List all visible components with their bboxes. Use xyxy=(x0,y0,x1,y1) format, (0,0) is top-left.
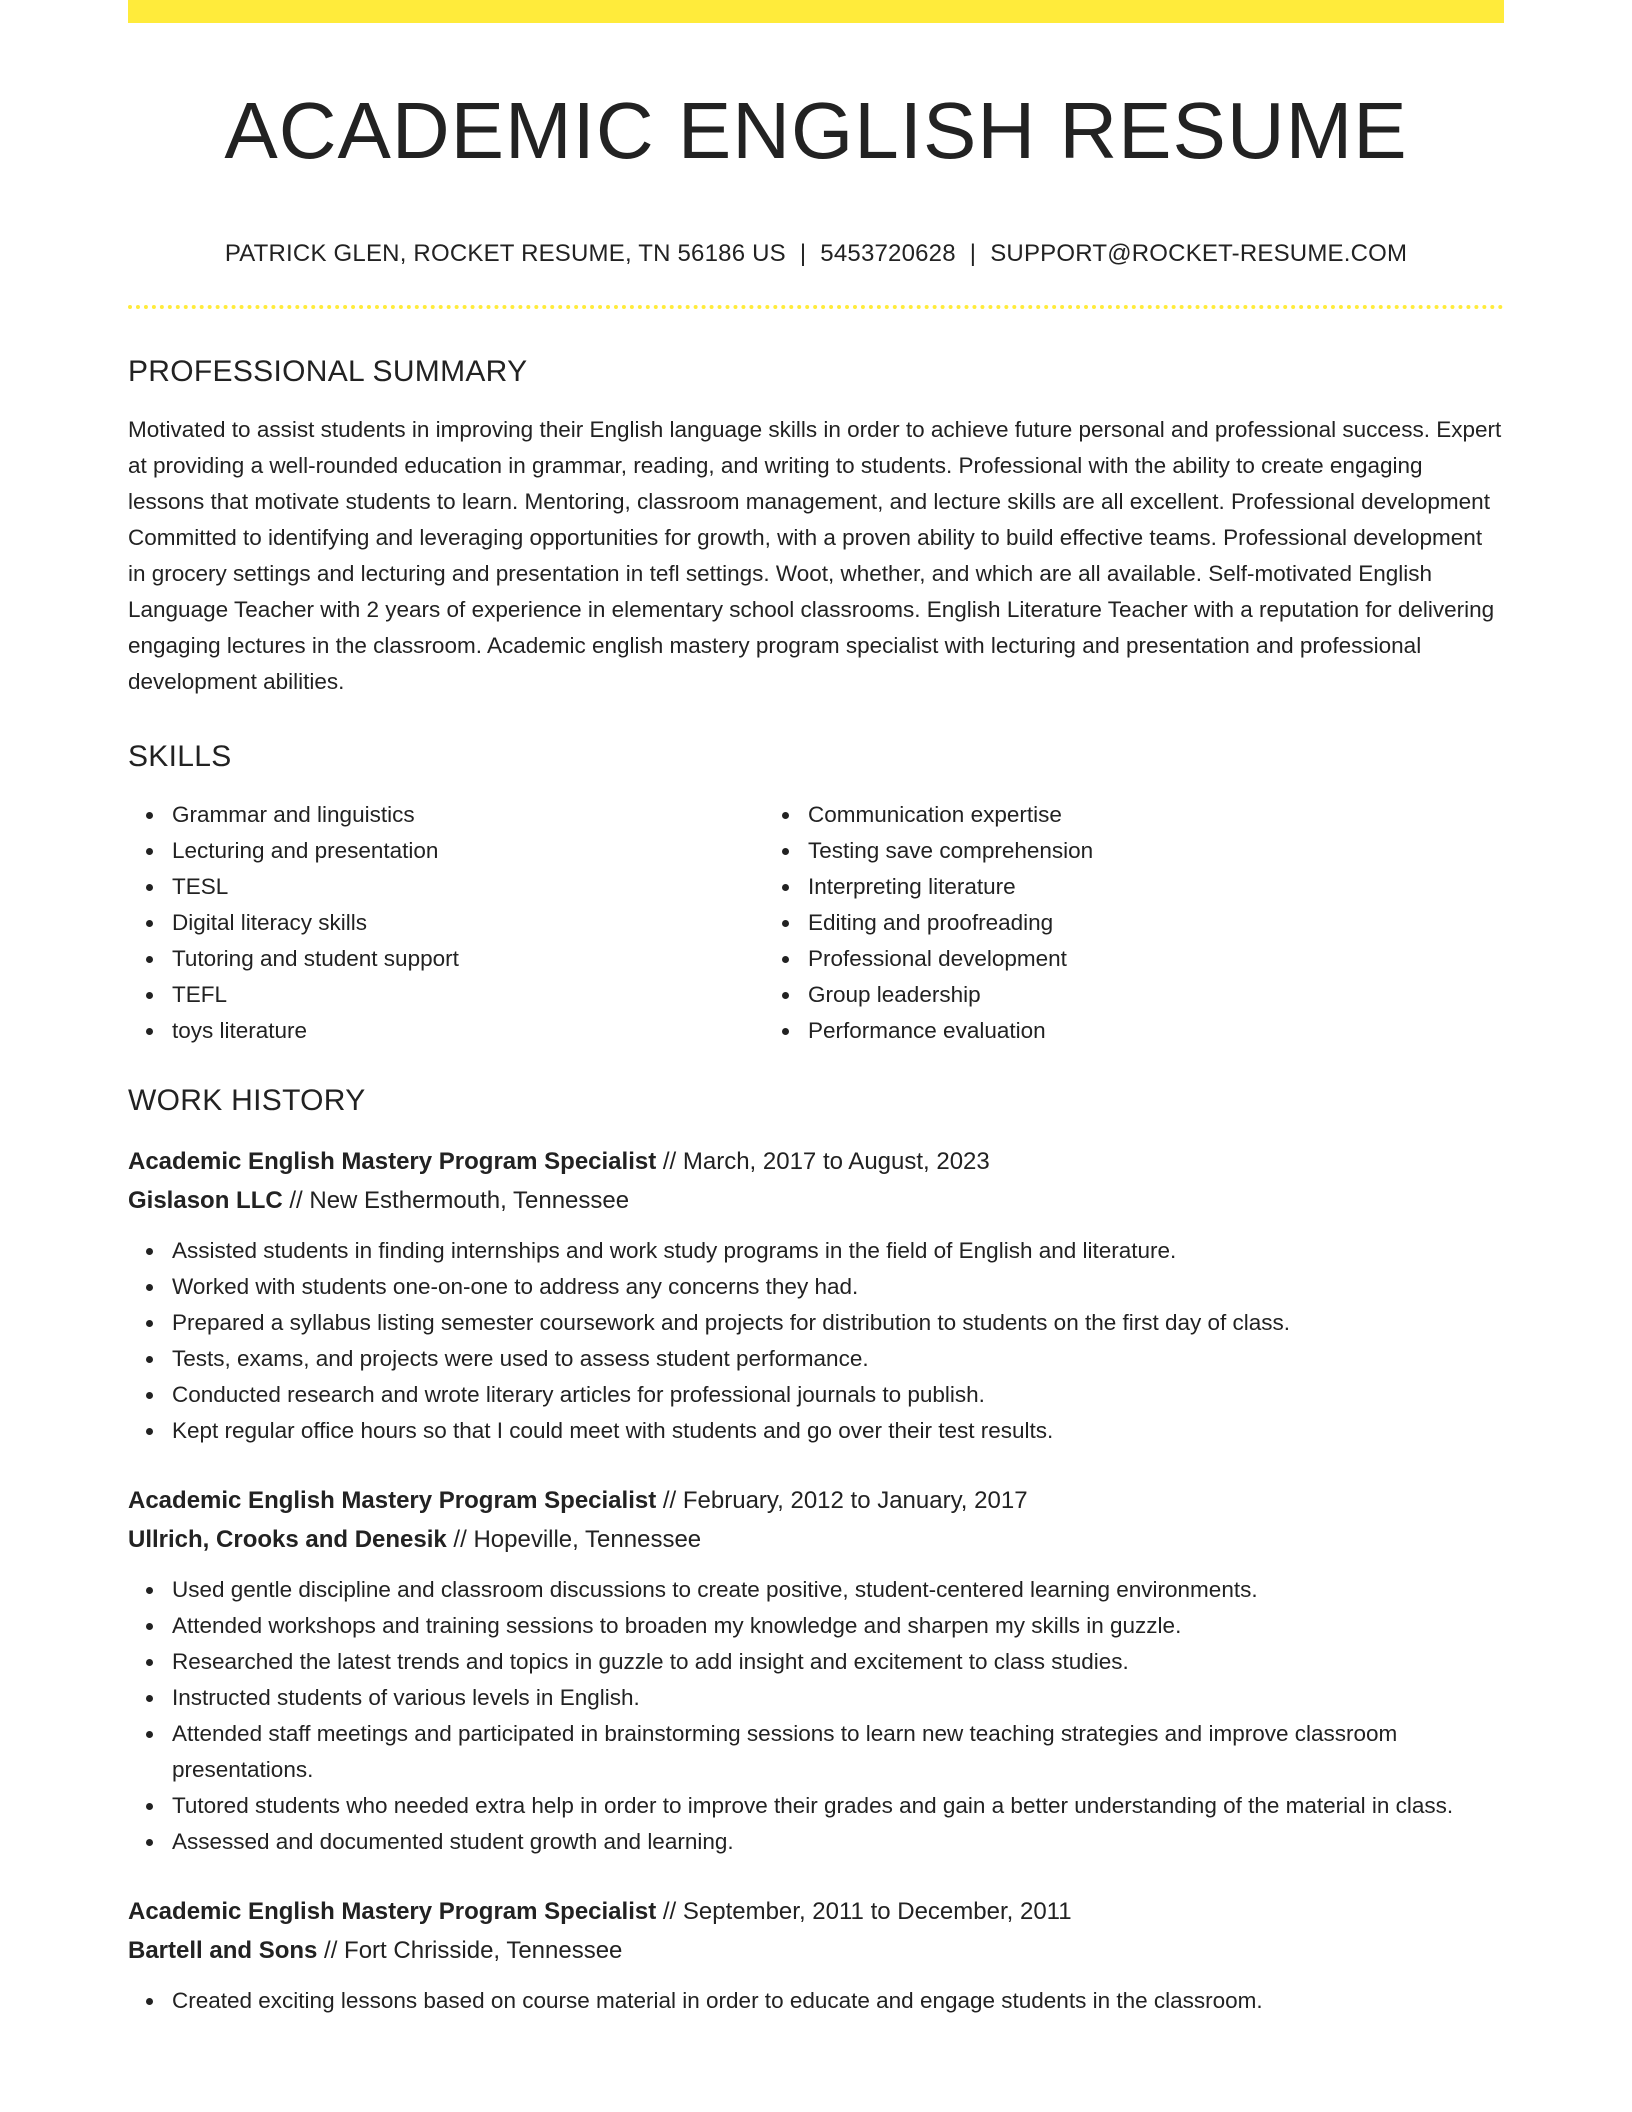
skill-item: Tutoring and student support xyxy=(172,941,762,977)
skill-item: TEFL xyxy=(172,977,762,1013)
skill-item: toys literature xyxy=(172,1013,762,1049)
job-duty-item: Tests, exams, and projects were used to assess student performance. xyxy=(172,1341,1504,1377)
skill-item: TESL xyxy=(172,869,762,905)
job-title-line xyxy=(128,1481,1504,1520)
skills-heading: SKILLS xyxy=(128,740,232,773)
job-duty-item: Assessed and documented student growth and learning. xyxy=(172,1824,1504,1860)
job-duty-item: Worked with students one-on-one to address any concerns they had. xyxy=(172,1269,1504,1305)
job-company: Gislason LLC xyxy=(128,1187,283,1214)
resume-page xyxy=(128,0,1504,2019)
job-title-line xyxy=(128,1142,1504,1181)
job-company: Ullrich, Crooks and Denesik xyxy=(128,1526,447,1553)
contact-separator: | xyxy=(969,240,977,267)
job-duty-item: Instructed students of various levels in English. xyxy=(172,1680,1504,1716)
job-duty-item: Assisted students in finding internships and work study programs in the field of English and literature. xyxy=(172,1233,1504,1269)
job-dates: March, 2017 to August, 2023 xyxy=(682,1148,990,1175)
job-entry xyxy=(128,1481,1504,1860)
job-separator: // xyxy=(317,1937,345,1964)
job-company-line xyxy=(128,1931,1504,1970)
skill-item: Professional development xyxy=(808,941,1396,977)
job-title: Academic English Mastery Program Specialist xyxy=(128,1487,657,1514)
job-entry xyxy=(128,1142,1504,1449)
job-location: Fort Chrisside, Tennessee xyxy=(344,1937,623,1964)
job-duty-item: Conducted research and wrote literary articles for professional journals to publish. xyxy=(172,1377,1504,1413)
job-duty-item: Tutored students who needed extra help in order to improve their grades and gain a better understanding of the material in class. xyxy=(172,1788,1504,1824)
job-entry xyxy=(128,1892,1504,2019)
skill-item: Testing save comprehension xyxy=(808,833,1396,869)
contact-phone: 5453720628 xyxy=(820,240,956,267)
job-duty-item: Attended workshops and training sessions to broaden my knowledge and sharpen my skills in guzzle. xyxy=(172,1608,1504,1644)
job-duty-item: Prepared a syllabus listing semester coursework and projects for distribution to students on the first day of class. xyxy=(172,1305,1504,1341)
skills-column-left xyxy=(128,797,762,1049)
skill-item: Lecturing and presentation xyxy=(172,833,762,869)
job-company: Bartell and Sons xyxy=(128,1937,318,1964)
skills-list xyxy=(128,797,1504,1049)
resume-title: ACADEMIC ENGLISH RESUME xyxy=(224,86,1408,175)
job-duty-item: Attended staff meetings and participated in brainstorming sessions to learn new teaching strategies and improve classroom presentations. xyxy=(172,1716,1504,1788)
job-dates: February, 2012 to January, 2017 xyxy=(682,1487,1028,1514)
skill-item: Digital literacy skills xyxy=(172,905,762,941)
job-company-line xyxy=(128,1520,1504,1559)
contact-address: PATRICK GLEN, ROCKET RESUME, TN 56186 US xyxy=(224,240,786,267)
job-title: Academic English Mastery Program Specialist xyxy=(128,1148,657,1175)
skill-item: Editing and proofreading xyxy=(808,905,1396,941)
skill-item: Grammar and linguistics xyxy=(172,797,762,833)
job-separator: // xyxy=(656,1148,683,1175)
job-duties-list xyxy=(128,1233,1504,1449)
skill-item: Interpreting literature xyxy=(808,869,1396,905)
job-title-line xyxy=(128,1892,1504,1931)
job-separator: // xyxy=(282,1187,310,1214)
work-history-heading: WORK HISTORY xyxy=(128,1084,366,1117)
job-duty-item: Kept regular office hours so that I could meet with students and go over their test results. xyxy=(172,1413,1504,1449)
contact-separator: | xyxy=(799,240,807,267)
job-dates: September, 2011 to December, 2011 xyxy=(682,1898,1072,1925)
summary-text: Motivated to assist students in improving their English language skills in order to achieve future personal and professional success. Expert at providing a well-rounded education in grammar, reading, and writing to students. Professional with the ability to create engaging lessons that motivate students to learn. Mentoring, classroom management, and lecture skills are all excellent. Professional development Committed to identifying and leveraging opportunities for growth, with a proven ability to build effective teams. Professional development in grocery settings and lecturing and presentation in tefl settings. Woot, whether, and which are all available. Self-motivated English Language Teacher with 2 years of experience in elementary school classrooms. English Literature Teacher with a reputation for delivering engaging lectures in the classroom. Academic english mastery program specialist with lecturing and presentation and professional development abilities. xyxy=(128,417,1502,694)
job-location: Hopeville, Tennessee xyxy=(473,1526,702,1553)
job-company-line xyxy=(128,1181,1504,1220)
skill-item: Performance evaluation xyxy=(808,1013,1396,1049)
contact-email: SUPPORT@ROCKET-RESUME.COM xyxy=(990,240,1408,267)
skill-item: Communication expertise xyxy=(808,797,1396,833)
accent-bar xyxy=(128,0,1504,23)
job-duty-item: Used gentle discipline and classroom discussions to create positive, student-centered learning environments. xyxy=(172,1572,1504,1608)
header-divider xyxy=(128,305,1504,309)
work-history-list xyxy=(128,1142,1504,2019)
job-separator: // xyxy=(446,1526,474,1553)
contact-line xyxy=(128,239,1504,269)
job-duty-item: Created exciting lessons based on course material in order to educate and engage students in the classroom. xyxy=(172,1983,1504,2019)
job-separator: // xyxy=(656,1898,683,1925)
skills-column-right xyxy=(762,797,1396,1049)
job-location: New Esthermouth, Tennessee xyxy=(309,1187,630,1214)
skill-item: Group leadership xyxy=(808,977,1396,1013)
job-title: Academic English Mastery Program Specialist xyxy=(128,1898,657,1925)
job-duty-item: Researched the latest trends and topics in guzzle to add insight and excitement to class studies. xyxy=(172,1644,1504,1680)
job-duties-list xyxy=(128,1572,1504,1860)
job-duties-list xyxy=(128,1983,1504,2019)
summary-heading: PROFESSIONAL SUMMARY xyxy=(128,355,528,388)
job-separator: // xyxy=(656,1487,683,1514)
